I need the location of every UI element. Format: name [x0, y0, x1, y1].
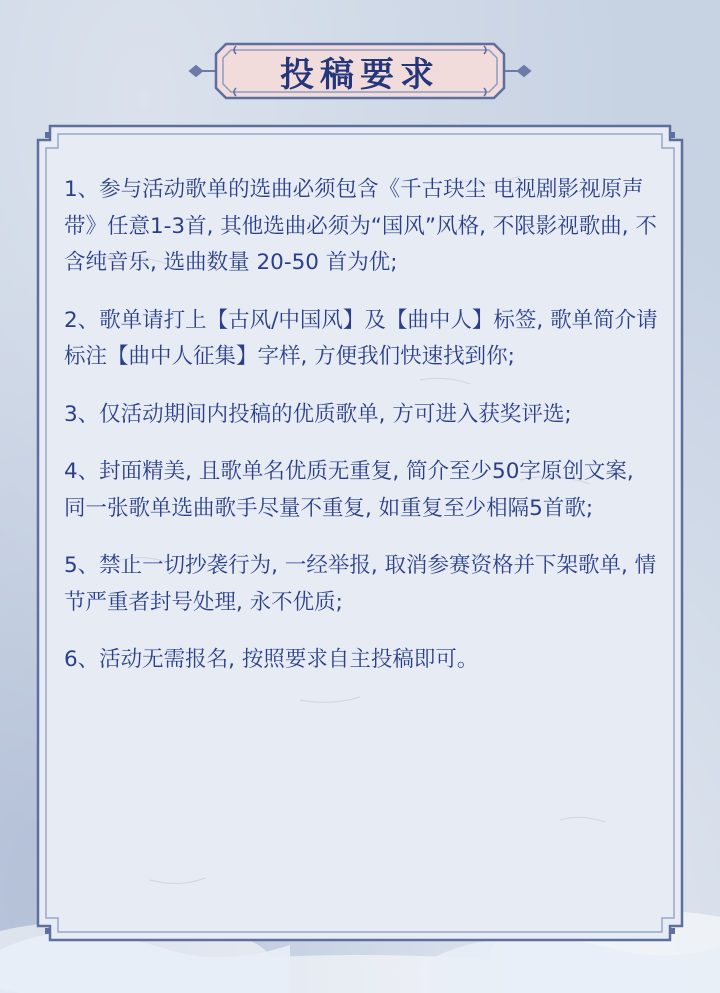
requirements-list — [64, 172, 660, 679]
requirement-item-2: 2、歌单请打上【古风/中国风】及【曲中人】标签, 歌单简介请标注【曲中人征集】字样, 方便我们快速找到你; — [64, 307, 658, 369]
page-title: 投稿要求 — [280, 54, 440, 95]
requirement-item-6: 6、活动无需报名, 按照要求自主投稿即可。 — [64, 647, 479, 672]
requirement-item-3: 3、仅活动期间内投稿的优质歌单, 方可进入获奖评选; — [64, 401, 572, 427]
requirement-item-5: 5、禁止一切抄袭行为, 一经举报, 取消参赛资格并下架歌单, 情节严重者封号处理, 永不优质; — [64, 553, 657, 615]
requirement-item-1: 1、参与活动歌单的选曲必须包含《千古玦尘 电视剧影视原声带》任意1-3首, 其他选曲必须为“国风”风格, 不限影视歌曲, 不含纯音乐, 选曲数量 20-50 首为优; — [64, 177, 657, 275]
requirement-item-4: 4、封面精美, 且歌单名优质无重复, 简介至少50字原创文案, 同一张歌单选曲歌手尽量不重复, 如重复至少相隔5首歌; — [64, 459, 634, 521]
